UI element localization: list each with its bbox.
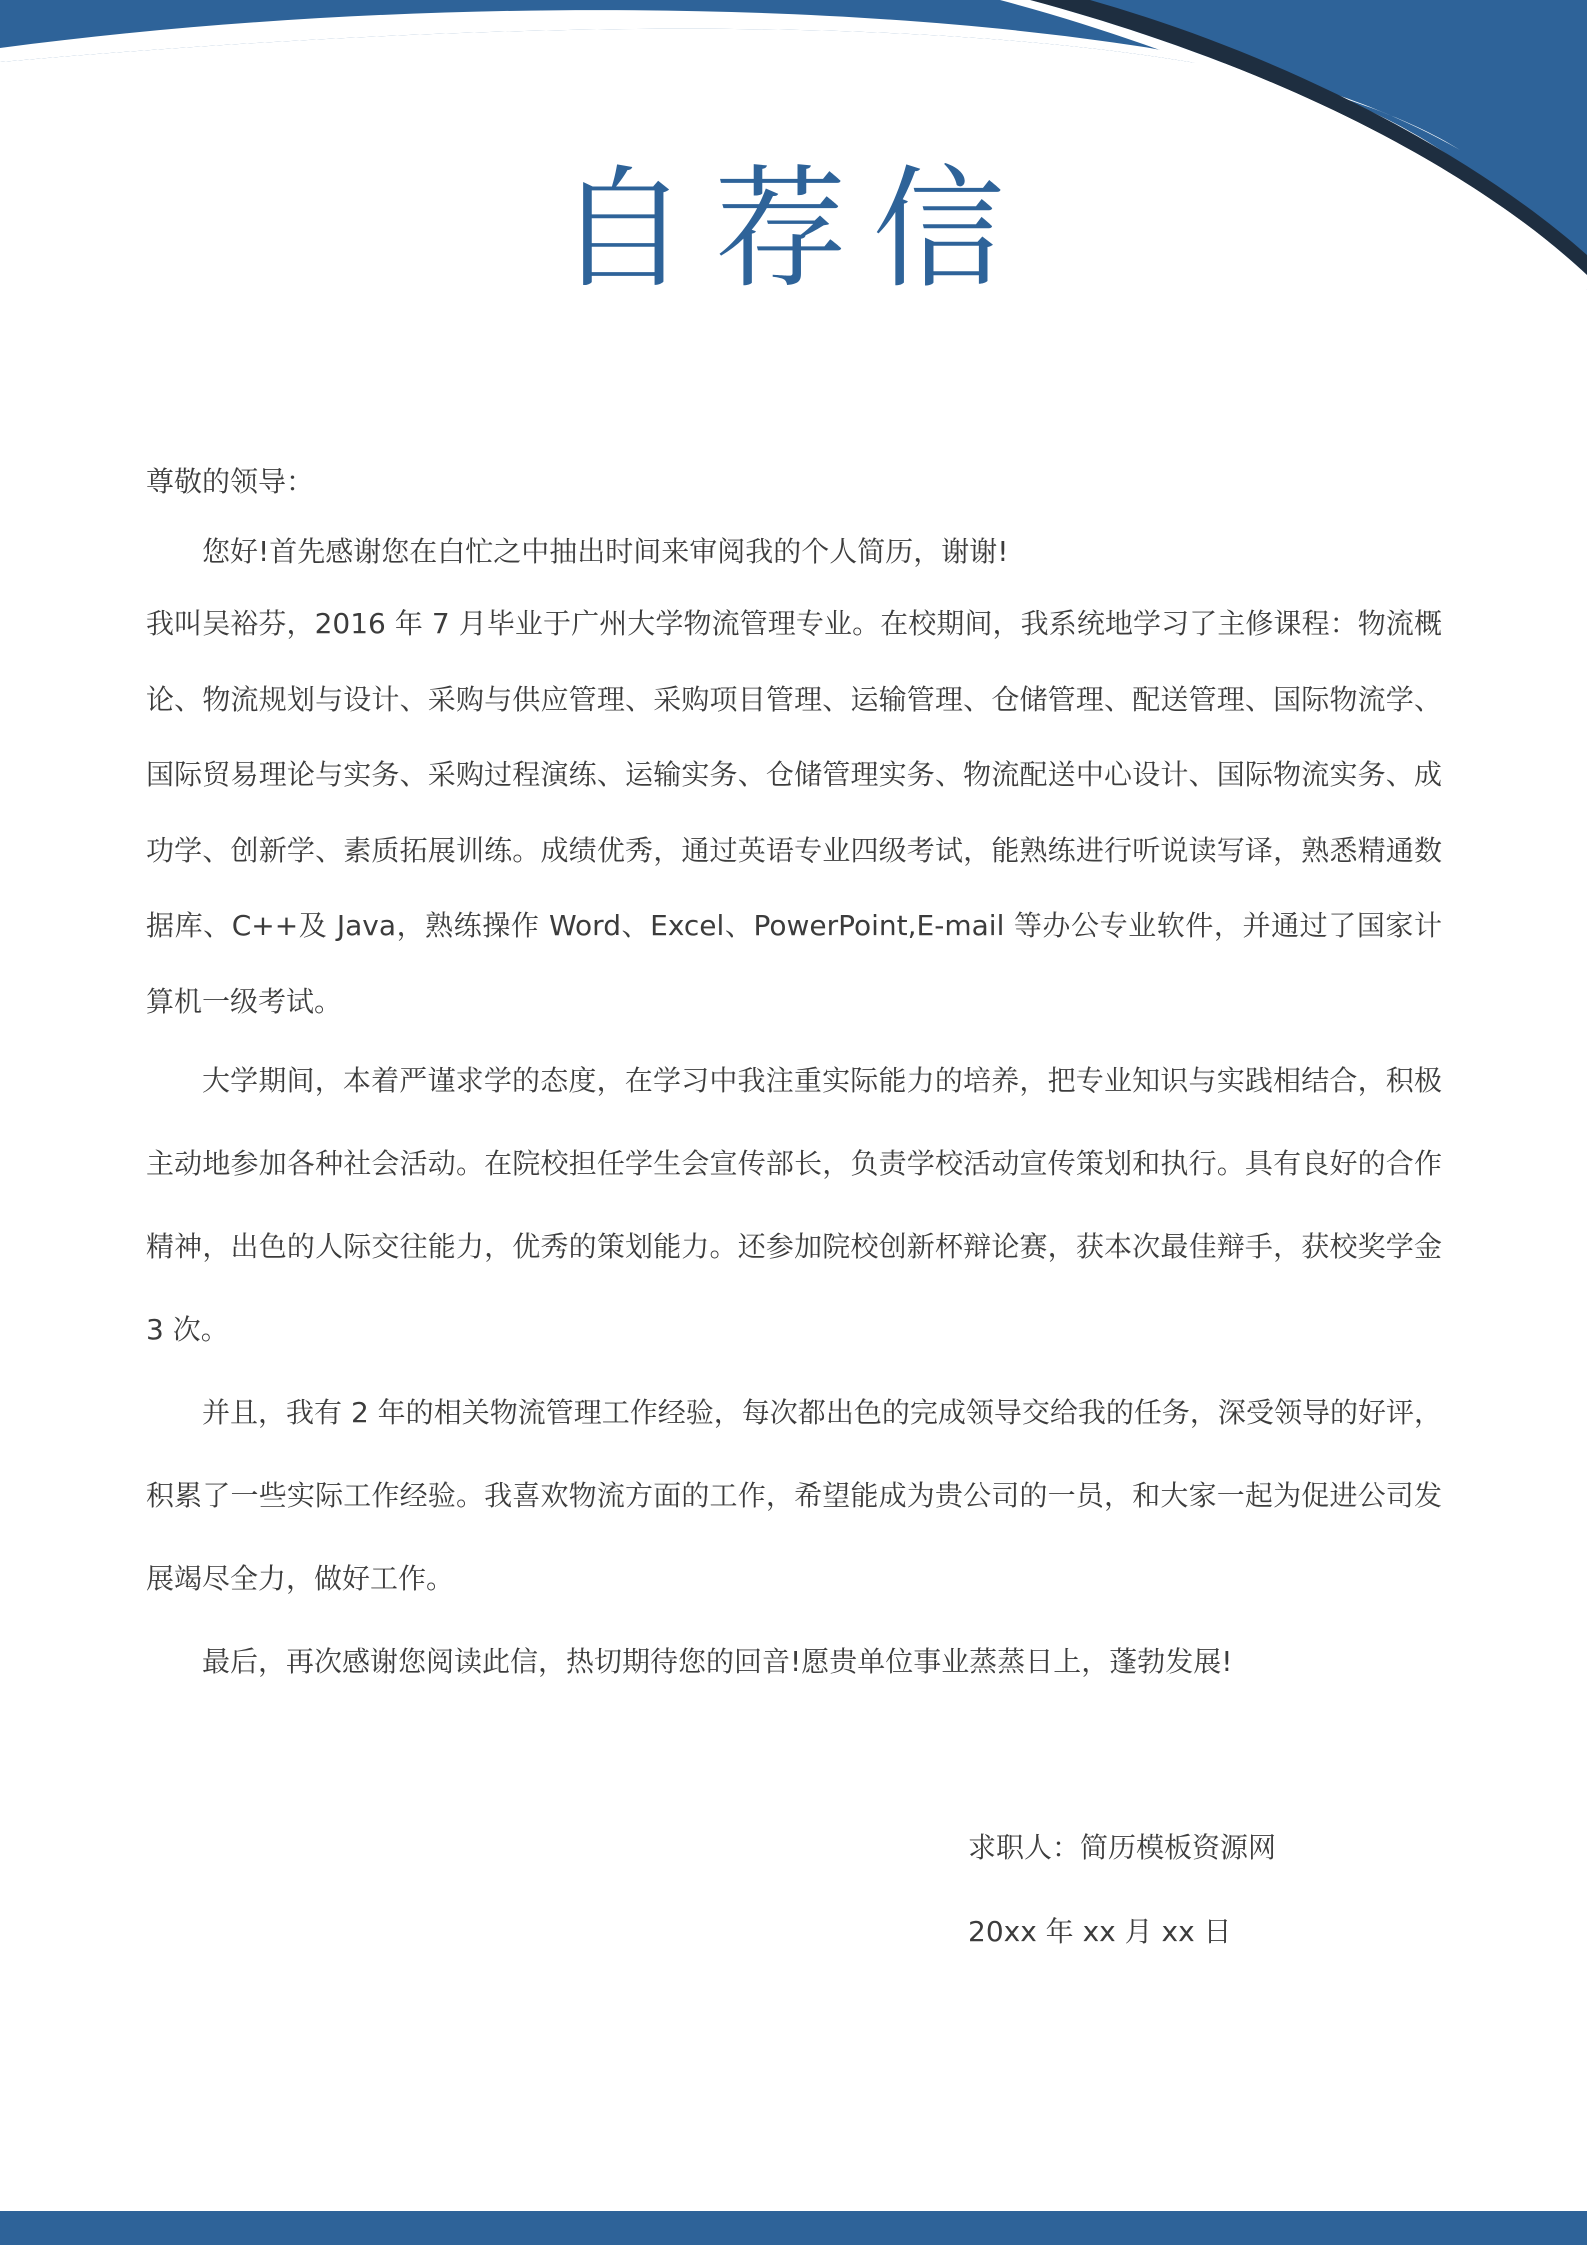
- paragraph-university-activities: 大学期间，本着严谨求学的态度，在学习中我注重实际能力的培养，把专业知识与实践相结合，积极主动地参加各种社会活动。在院校担任学生会宣传部长，负责学校活动宣传策划和执行。具有良好的合作精神，出色的人际交往能力，优秀的策划能力。还参加院校创新杯辩论赛，获本次最佳辩手，获校奖学金 3 次。: [146, 1064, 1442, 1346]
- paragraph-work-experience: 并且，我有 2 年的相关物流管理工作经验，每次都出色的完成领导交给我的任务，深受领导的好评，积累了一些实际工作经验。我喜欢物流方面的工作，希望能成为贵公司的一员，和大家一起为促进公司发展竭尽全力，做好工作。: [146, 1396, 1442, 1595]
- signature-date: 20xx 年 xx 月 xx 日: [968, 1915, 1232, 1948]
- paragraph-greeting: 您好!首先感谢您在白忙之中抽出时间来审阅我的个人简历，谢谢!: [202, 535, 1009, 568]
- signature-name: 求职人：简历模板资源网: [968, 1831, 1277, 1864]
- footer-bar: [0, 2211, 1587, 2245]
- salutation: 尊敬的领导：: [146, 465, 315, 498]
- letter-body: [146, 462, 1442, 1703]
- signature-block: [968, 1828, 1276, 1952]
- page-title: 自荐信: [556, 153, 1031, 307]
- paragraph-education: 我叫吴裕芬，2016 年 7 月毕业于广州大学物流管理专业。在校期间，我系统地学习了主修课程：物流概论、物流规划与设计、采购与供应管理、采购项目管理、运输管理、仓储管理、配送管理、国际物流学、国际贸易理论与实务、采购过程演练、运输实务、仓储管理实务、物流配送中心设计、国际物流实务、成功学、创新学、素质拓展训练。成绩优秀，通过英语专业四级考试，能熟练进行听说读写译，熟悉精通数据库、C++及 Java，熟练操作 Word、Excel、PowerPoint,E-mail 等办公专业软件，并通过了国家计算机一级考试。: [146, 607, 1442, 1018]
- paragraph-closing: 最后，再次感谢您阅读此信，热切期待您的回音!愿贵单位事业蒸蒸日上，蓬勃发展!: [202, 1645, 1233, 1678]
